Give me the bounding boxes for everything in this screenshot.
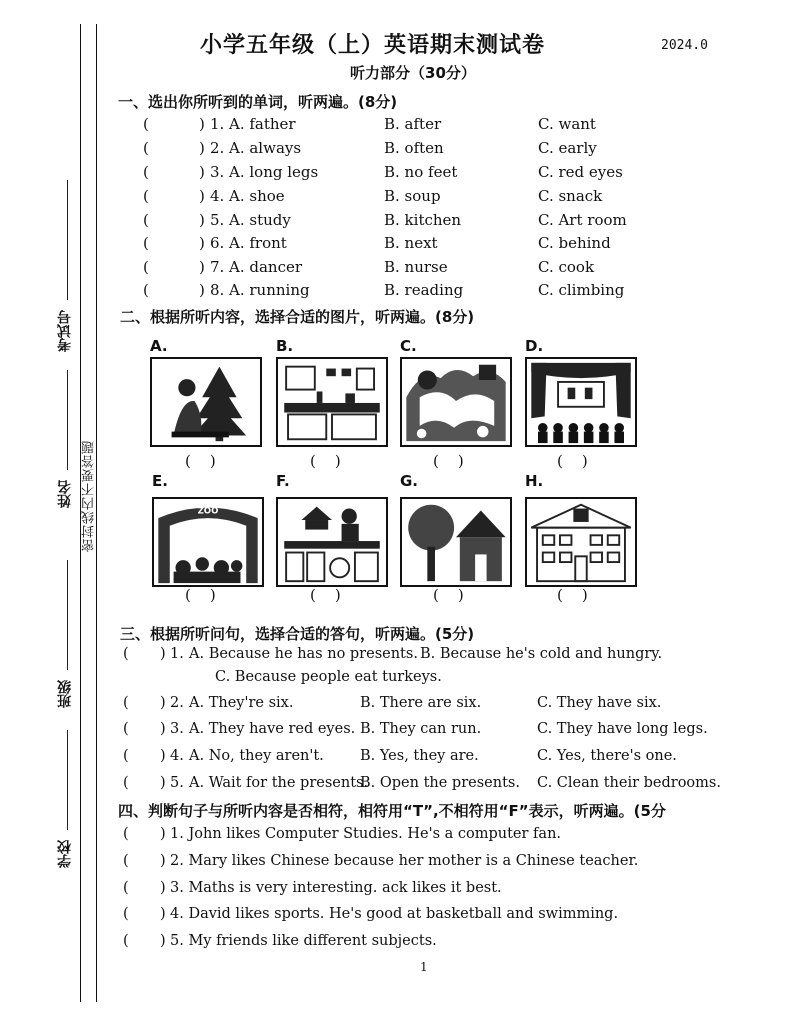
answer-close-paren[interactable]: ) <box>199 211 205 229</box>
question-row <box>0 234 794 258</box>
class-line <box>67 560 68 670</box>
option-c[interactable]: C. early <box>538 139 597 157</box>
question-number: 5. <box>170 775 184 791</box>
question-number: 5. <box>210 211 225 229</box>
option-a[interactable]: A. They're six. <box>189 695 294 711</box>
zoo-gate-picture <box>152 497 264 587</box>
answer-open-paren[interactable]: ( <box>143 234 149 252</box>
option-c[interactable]: C. climbing <box>538 281 625 299</box>
answer-close-paren[interactable]: ) <box>160 748 166 764</box>
exam-date: 2024.0 <box>661 38 708 53</box>
picture-b-label: B. <box>276 337 294 355</box>
option-a[interactable]: A. running <box>229 281 310 299</box>
answer-close-paren[interactable]: ) <box>160 721 166 737</box>
answer-open-paren[interactable]: ( <box>123 906 129 922</box>
option-a[interactable]: A. They have red eyes. <box>189 721 356 737</box>
option-b[interactable]: B. kitchen <box>384 211 462 229</box>
question-number: 2. <box>170 695 184 711</box>
park-map-picture <box>400 357 512 447</box>
cinema-picture <box>525 357 637 447</box>
option-b[interactable]: B. no feet <box>384 163 458 181</box>
cook-kitchen-picture <box>276 497 388 587</box>
question-number: 6. <box>210 234 225 252</box>
option-c[interactable]: C. They have long legs. <box>537 721 708 737</box>
question-number: 4. <box>170 748 184 764</box>
option-c[interactable]: C. behind <box>538 234 611 252</box>
picture-c-label: C. <box>400 337 417 355</box>
statement-text: 3. Maths is very interesting. ack likes it best. <box>170 880 502 896</box>
section2-heading: 二、根据所听内容，选择合适的图片，听两遍。(8分) <box>120 308 475 326</box>
picture-c-answer[interactable]: ( ) <box>433 452 464 470</box>
question-number: 4. <box>210 187 225 205</box>
option-b[interactable]: B. after <box>384 115 442 133</box>
picture-f-label: F. <box>276 472 290 490</box>
option-c[interactable]: C. Because people eat turkeys. <box>215 669 442 685</box>
answer-open-paren[interactable]: ( <box>123 646 129 662</box>
picture-a-answer[interactable]: ( ) <box>185 452 216 470</box>
question-number: 3. <box>210 163 225 181</box>
option-a[interactable]: A. long legs <box>229 163 319 181</box>
option-b[interactable]: B. nurse <box>384 258 448 276</box>
page-number: 1 <box>420 960 428 974</box>
answer-open-paren[interactable]: ( <box>123 775 129 791</box>
answer-open-paren[interactable]: ( <box>123 826 129 842</box>
christmas-tree-girl-picture <box>150 357 262 447</box>
statement-text: 5. My friends like different subjects. <box>170 933 437 949</box>
option-a[interactable]: A. shoe <box>229 187 285 205</box>
school-line <box>67 730 68 830</box>
answer-open-paren[interactable]: ( <box>123 933 129 949</box>
option-b[interactable]: B. often <box>384 139 444 157</box>
option-c[interactable]: C. want <box>538 115 596 133</box>
question-row <box>0 187 794 211</box>
picture-e-answer[interactable]: ( ) <box>185 586 216 604</box>
option-a[interactable]: A. father <box>229 115 296 133</box>
answer-close-paren[interactable]: ) <box>199 234 205 252</box>
picture-a-label: A. <box>150 337 168 355</box>
option-b[interactable]: B. next <box>384 234 438 252</box>
kitchen-picture <box>276 357 388 447</box>
option-c[interactable]: C. Yes, there's one. <box>537 748 677 764</box>
name-line <box>67 370 68 470</box>
option-c[interactable]: C. red eyes <box>538 163 623 181</box>
exam-number-label: 考试号 <box>57 310 73 352</box>
school-building-picture <box>525 497 637 587</box>
question-number: 3. <box>170 721 184 737</box>
question-number: 2. <box>210 139 225 157</box>
seal-notice: 密封线内不要答题 <box>82 440 97 552</box>
section4-heading: 四、判断句子与所听内容是否相符，相符用“T”,不相符用“F”表示，听两遍。(5分 <box>118 802 666 820</box>
answer-open-paren[interactable]: ( <box>143 281 149 299</box>
name-label: 姓名 <box>57 480 73 508</box>
answer-close-paren[interactable]: ) <box>160 775 166 791</box>
picture-h-label: H. <box>525 472 544 490</box>
answer-open-paren[interactable]: ( <box>143 139 149 157</box>
answer-open-paren[interactable]: ( <box>123 880 129 896</box>
option-b[interactable]: B. They can run. <box>360 721 482 737</box>
question-number: 7. <box>210 258 225 276</box>
option-c[interactable]: C. Art room <box>538 211 627 229</box>
question-number: 1. <box>210 115 225 133</box>
option-c[interactable]: C. They have six. <box>537 695 662 711</box>
question-row <box>0 258 794 282</box>
question-row <box>0 281 794 305</box>
answer-open-paren[interactable]: ( <box>123 721 129 737</box>
option-a[interactable]: A. study <box>229 211 291 229</box>
option-a[interactable]: A. Wait for the presents. <box>189 775 369 791</box>
answer-close-paren[interactable]: ) <box>160 695 166 711</box>
option-b[interactable]: B. Open the presents. <box>360 775 520 791</box>
answer-close-paren[interactable]: ) <box>199 281 205 299</box>
option-b[interactable]: B. reading <box>384 281 464 299</box>
option-a[interactable]: A. front <box>229 234 287 252</box>
answer-open-paren[interactable]: ( <box>143 163 149 181</box>
picture-g-answer[interactable]: ( ) <box>433 586 464 604</box>
answer-close-paren[interactable]: ) <box>199 115 205 133</box>
picture-h-answer[interactable]: ( ) <box>557 586 588 604</box>
answer-open-paren[interactable]: ( <box>143 211 149 229</box>
answer-close-paren[interactable]: ) <box>160 853 166 869</box>
option-c[interactable]: C. snack <box>538 187 603 205</box>
option-a[interactable]: A. dancer <box>229 258 303 276</box>
statement-text: 4. David likes sports. He's good at basketball and swimming. <box>170 906 619 922</box>
answer-open-paren[interactable]: ( <box>143 187 149 205</box>
answer-open-paren[interactable]: ( <box>123 853 129 869</box>
answer-open-paren[interactable]: ( <box>143 258 149 276</box>
option-c[interactable]: C. Clean their bedrooms. <box>537 775 721 791</box>
answer-open-paren[interactable]: ( <box>123 748 129 764</box>
answer-close-paren[interactable]: ) <box>160 826 166 842</box>
option-c[interactable]: C. cook <box>538 258 595 276</box>
question-row <box>0 139 794 163</box>
answer-close-paren[interactable]: ) <box>160 933 166 949</box>
option-b[interactable]: B. There are six. <box>360 695 482 711</box>
option-a[interactable]: A. No, they aren't. <box>189 748 324 764</box>
question-row <box>0 115 794 139</box>
tree-house-picture <box>400 497 512 587</box>
answer-close-paren[interactable]: ) <box>199 163 205 181</box>
page-title: 小学五年级（上）英语期末测试卷 <box>200 33 546 58</box>
option-b[interactable]: B. soup <box>384 187 441 205</box>
question-row <box>0 211 794 235</box>
picture-g-label: G. <box>400 472 419 490</box>
picture-f-answer[interactable]: ( ) <box>310 586 341 604</box>
option-b[interactable]: B. Yes, they are. <box>360 748 479 764</box>
answer-close-paren[interactable]: ) <box>199 139 205 157</box>
answer-close-paren[interactable]: ) <box>160 906 166 922</box>
question-row <box>0 163 794 187</box>
section3-heading: 三、根据所听问句，选择合适的答句，听两遍。(5分) <box>120 625 475 643</box>
answer-close-paren[interactable]: ) <box>160 646 166 662</box>
statement-text: 2. Mary likes Chinese because her mother is a Chinese teacher. <box>170 853 639 869</box>
answer-close-paren[interactable]: ) <box>199 258 205 276</box>
option-b[interactable]: B. Because he's cold and hungry. <box>420 646 663 662</box>
zoo-sign-text: ZOO <box>197 506 219 517</box>
answer-close-paren[interactable]: ) <box>199 187 205 205</box>
picture-d-label: D. <box>525 337 544 355</box>
question-number: 8. <box>210 281 225 299</box>
statement-text: 1. John likes Computer Studies. He's a computer fan. <box>170 826 562 842</box>
option-a[interactable]: A. always <box>229 139 302 157</box>
question-number: 1. <box>170 646 184 662</box>
picture-e-label: E. <box>152 472 168 490</box>
school-label: 学校 <box>57 840 73 868</box>
picture-b-answer[interactable]: ( ) <box>310 452 341 470</box>
class-label: 班级 <box>57 680 73 708</box>
answer-open-paren[interactable]: ( <box>143 115 149 133</box>
section1-heading: 一、选出你所听到的单词，听两遍。(8分) <box>118 93 398 111</box>
answer-close-paren[interactable]: ) <box>160 880 166 896</box>
listening-part-title: 听力部分（30分） <box>350 64 476 82</box>
answer-open-paren[interactable]: ( <box>123 695 129 711</box>
option-a[interactable]: A. Because he has no presents. <box>189 646 418 662</box>
picture-d-answer[interactable]: ( ) <box>557 452 588 470</box>
